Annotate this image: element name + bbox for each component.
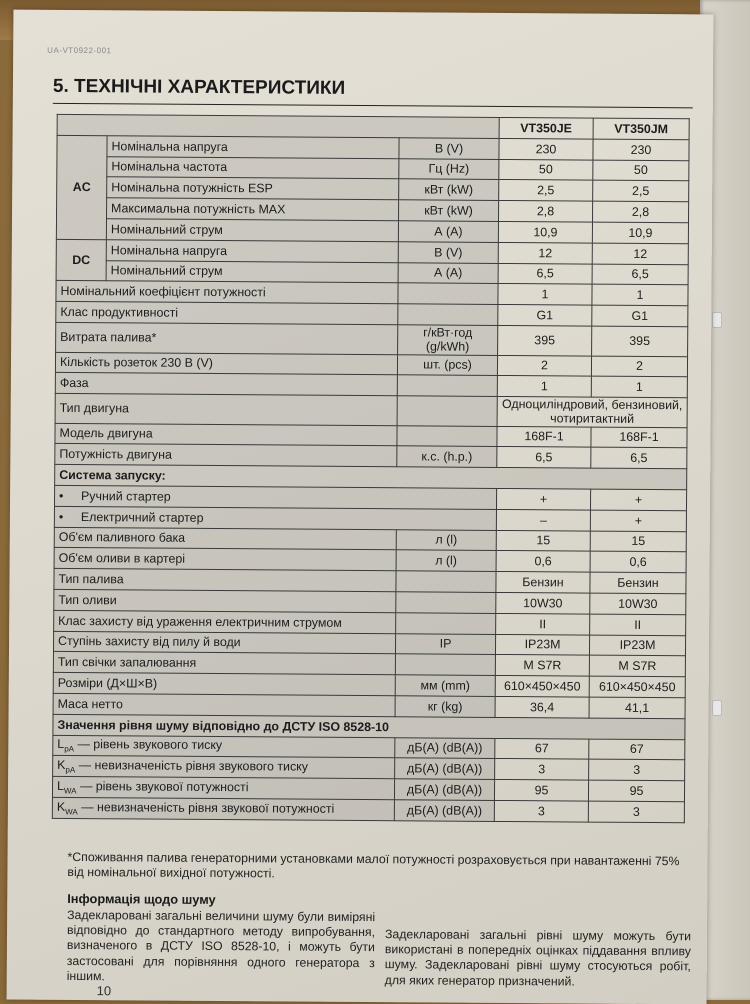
value-je: 6,5 — [497, 447, 591, 468]
value-jm: 6,5 — [592, 264, 688, 285]
param-unit — [396, 613, 496, 634]
binder-clip — [712, 700, 722, 716]
param-unit — [398, 283, 498, 304]
param-label: Номінальна напруга — [106, 240, 398, 263]
param-label: Витрата палива* — [56, 322, 398, 354]
param-unit: кВт (kW) — [399, 179, 499, 200]
value-je: 95 — [494, 780, 588, 801]
noise-subscript: WA — [63, 786, 77, 796]
param-label: Модель двигуна — [55, 423, 397, 446]
value-je: 1 — [498, 284, 592, 305]
value-je: 2 — [497, 355, 591, 376]
param-unit — [397, 425, 497, 446]
value-jm: 50 — [593, 160, 689, 181]
param-unit: дБ(A) (dB(A)) — [394, 779, 494, 800]
model-header: VT350JM — [593, 118, 689, 139]
param-unit: В (V) — [399, 138, 499, 159]
value-jm: 2,8 — [592, 201, 688, 222]
param-unit: А (A) — [398, 221, 498, 242]
document-code: UA-VT0922-001 — [47, 45, 112, 56]
value-jm: 2,5 — [593, 181, 689, 202]
engine-type-value: Одноциліндровий, бензиновий, чотиритактний — [497, 397, 687, 428]
value-je: – — [496, 509, 590, 530]
param-label: Номінальний струм — [106, 219, 398, 242]
noise-label: — невизначеність рівня звукового тиску — [75, 757, 308, 774]
value-je: 50 — [499, 159, 593, 180]
param-label: Маса нетто — [53, 693, 395, 716]
param-label: Тип двигуна — [55, 393, 397, 425]
param-label — [52, 797, 394, 820]
noise-subscript: pA — [65, 765, 76, 775]
table-row — [56, 322, 688, 356]
value-jm: 15 — [590, 531, 686, 552]
value-jm: + — [590, 489, 686, 510]
noise-label: — рівень звукового тиску — [73, 737, 223, 753]
group-label: DC — [56, 239, 106, 281]
value-jm: II — [590, 614, 686, 635]
table-row — [55, 393, 687, 427]
value-je: 10,9 — [498, 221, 592, 242]
noise-info-right: Задекларовані загальні рівні шуму можуть бути використані в попередніх оцінках піддавання впливу шуму. Задекларовані рівні шуму стосуються робіт, для яких генератор призначений. — [384, 927, 692, 989]
value-jm: G1 — [592, 305, 688, 326]
param-label: Тип палива — [54, 569, 396, 592]
value-jm: 6,5 — [591, 448, 687, 469]
param-label: Розміри (Д×Ш×В) — [53, 673, 395, 696]
param-label — [52, 777, 394, 800]
param-unit: к.с. (h.p.) — [397, 446, 497, 467]
param-unit: кг (kg) — [395, 696, 495, 717]
binder-clip — [712, 312, 722, 328]
param-unit: л (l) — [396, 550, 496, 571]
param-unit: А (A) — [398, 262, 498, 283]
noise-info-left: Задекларовані загальні величини шуму були виміряні відповідно до стандартного методу випробування, визначеного в ДСТУ ISO 8528-10, і можуть бути застосовані для порівняння одного генератора з іншим. — [66, 907, 376, 984]
value-jm: 395 — [592, 326, 688, 356]
param-label: Потужність двигуна — [55, 444, 397, 467]
value-je: 230 — [499, 138, 593, 159]
noise-symbol: L — [57, 737, 65, 752]
value-je: IP23M — [495, 634, 589, 655]
param-label — [53, 756, 395, 779]
param-label: Номінальний коефіцієнт потужності — [56, 281, 398, 304]
value-je: G1 — [498, 305, 592, 326]
value-jm: IP23M — [589, 635, 685, 656]
value-jm: Бензин — [590, 572, 686, 593]
param-unit: шт. (pcs) — [397, 354, 497, 375]
noise-label: — невизначеність рівня звукової потужності — [77, 799, 335, 816]
value-jm: 10W30 — [590, 593, 686, 614]
title-divider — [53, 103, 693, 108]
noise-symbol: L — [56, 778, 65, 793]
value-je: 2,5 — [499, 180, 593, 201]
param-unit — [396, 571, 496, 592]
value-je: 15 — [496, 530, 590, 551]
value-jm: 1 — [591, 376, 687, 397]
bullet: • — [59, 488, 64, 503]
value-je: II — [496, 613, 590, 634]
value-jm: 12 — [592, 243, 688, 264]
specs-table — [52, 114, 690, 823]
value-jm: 10,9 — [592, 222, 688, 243]
value-je: 36,4 — [495, 696, 589, 717]
param-unit: мм (mm) — [395, 675, 495, 696]
value-je: 1 — [497, 376, 591, 397]
param-label: Фаза — [55, 373, 397, 396]
value-je: 67 — [495, 738, 589, 759]
value-jm: M S7R — [589, 655, 685, 676]
param-unit — [398, 304, 498, 325]
start-system-title: Система запуску: — [55, 465, 687, 490]
value-jm: 0,6 — [590, 552, 686, 573]
value-je: 3 — [495, 759, 589, 780]
value-jm: 1 — [592, 284, 688, 305]
value-je: 12 — [498, 242, 592, 263]
value-je: Бензин — [496, 572, 590, 593]
param-unit: Гц (Hz) — [399, 158, 499, 179]
value-jm: 168F-1 — [591, 427, 687, 448]
value-je: + — [496, 488, 590, 509]
noise-symbol: K — [57, 757, 66, 772]
value-jm: 67 — [589, 739, 685, 760]
param-label: Максимальна потужність MAX — [107, 198, 399, 221]
value-je: 395 — [498, 325, 592, 355]
value-jm: 41,1 — [589, 697, 685, 718]
param-label — [53, 735, 395, 758]
param-unit — [395, 654, 495, 675]
param-unit: дБ(A) (dB(A)) — [394, 800, 494, 821]
param-unit: IP — [395, 633, 495, 654]
value-je: 6,5 — [498, 263, 592, 284]
table-row — [52, 797, 684, 822]
fuel-footnote: *Споживання палива генераторними установками малої потужності розраховується при навантаженні 75% від номінальної вихідної потужності. — [67, 849, 680, 881]
param-label: Об'єм паливного бака — [54, 527, 396, 550]
param-label: Номінальна напруга — [107, 136, 399, 159]
param-label: Тип оливи — [54, 589, 396, 612]
param-label: Тип свічки запалювання — [53, 652, 395, 675]
value-jm: 3 — [588, 801, 684, 822]
param-label: Клас захисту від ураження електричним струмом — [54, 610, 396, 633]
value-jm: + — [590, 510, 686, 531]
param-unit: В (V) — [398, 242, 498, 263]
group-label: AC — [56, 135, 107, 239]
section-title: 5. ТЕХНІЧНІ ХАРАКТЕРИСТИКИ — [52, 75, 346, 99]
noise-info-title: Інформація щодо шуму — [67, 890, 216, 908]
value-jm: 2 — [591, 356, 687, 377]
page-number: 10 — [96, 983, 112, 999]
param-label: Номінальний струм — [106, 260, 398, 283]
value-jm: 230 — [593, 139, 689, 160]
value-je: 168F-1 — [497, 426, 591, 447]
param-label: Об'єм оливи в картері — [54, 548, 396, 571]
param-unit: дБ(A) (dB(A)) — [395, 737, 495, 758]
value-jm: 3 — [589, 759, 685, 780]
noise-subscript: pA — [64, 744, 75, 754]
param-unit — [396, 592, 496, 613]
param-label: Номінальна частота — [107, 156, 399, 179]
value-je: M S7R — [495, 655, 589, 676]
param-unit — [397, 375, 497, 396]
model-header: VT350JE — [499, 117, 593, 138]
param-unit: дБ(A) (dB(A)) — [395, 758, 495, 779]
param-unit: л (l) — [396, 529, 496, 550]
param-label: Номінальна потужність ESP — [107, 177, 399, 200]
value-je: 610×450×450 — [495, 676, 589, 697]
noise-title: Значення рівня шуму відповідно до ДСТУ ISO 8528-10 — [53, 714, 685, 739]
starter-label: Електричний стартер — [80, 509, 204, 525]
bullet: • — [58, 509, 64, 524]
starter-label: Ручний стартер — [81, 488, 171, 504]
param-unit: кВт (kW) — [398, 200, 498, 221]
noise-symbol: K — [56, 799, 66, 814]
noise-label: — рівень звукової потужності — [76, 778, 249, 794]
param-label: Клас продуктивності — [56, 302, 398, 325]
value-je: 3 — [494, 800, 588, 821]
document-page — [7, 10, 714, 1004]
value-je: 0,6 — [496, 551, 590, 572]
param-unit — [397, 396, 497, 426]
param-unit: г/кВт·год (g/kWh) — [398, 325, 498, 355]
value-je: 2,8 — [498, 201, 592, 222]
value-je: 10W30 — [496, 592, 590, 613]
param-label: Ступінь захисту від пилу й води — [53, 631, 395, 654]
value-jm: 95 — [588, 780, 684, 801]
param-label: Кількість розеток 230 В (V) — [55, 352, 397, 375]
noise-subscript: WA — [65, 806, 78, 817]
value-jm: 610×450×450 — [589, 676, 685, 697]
